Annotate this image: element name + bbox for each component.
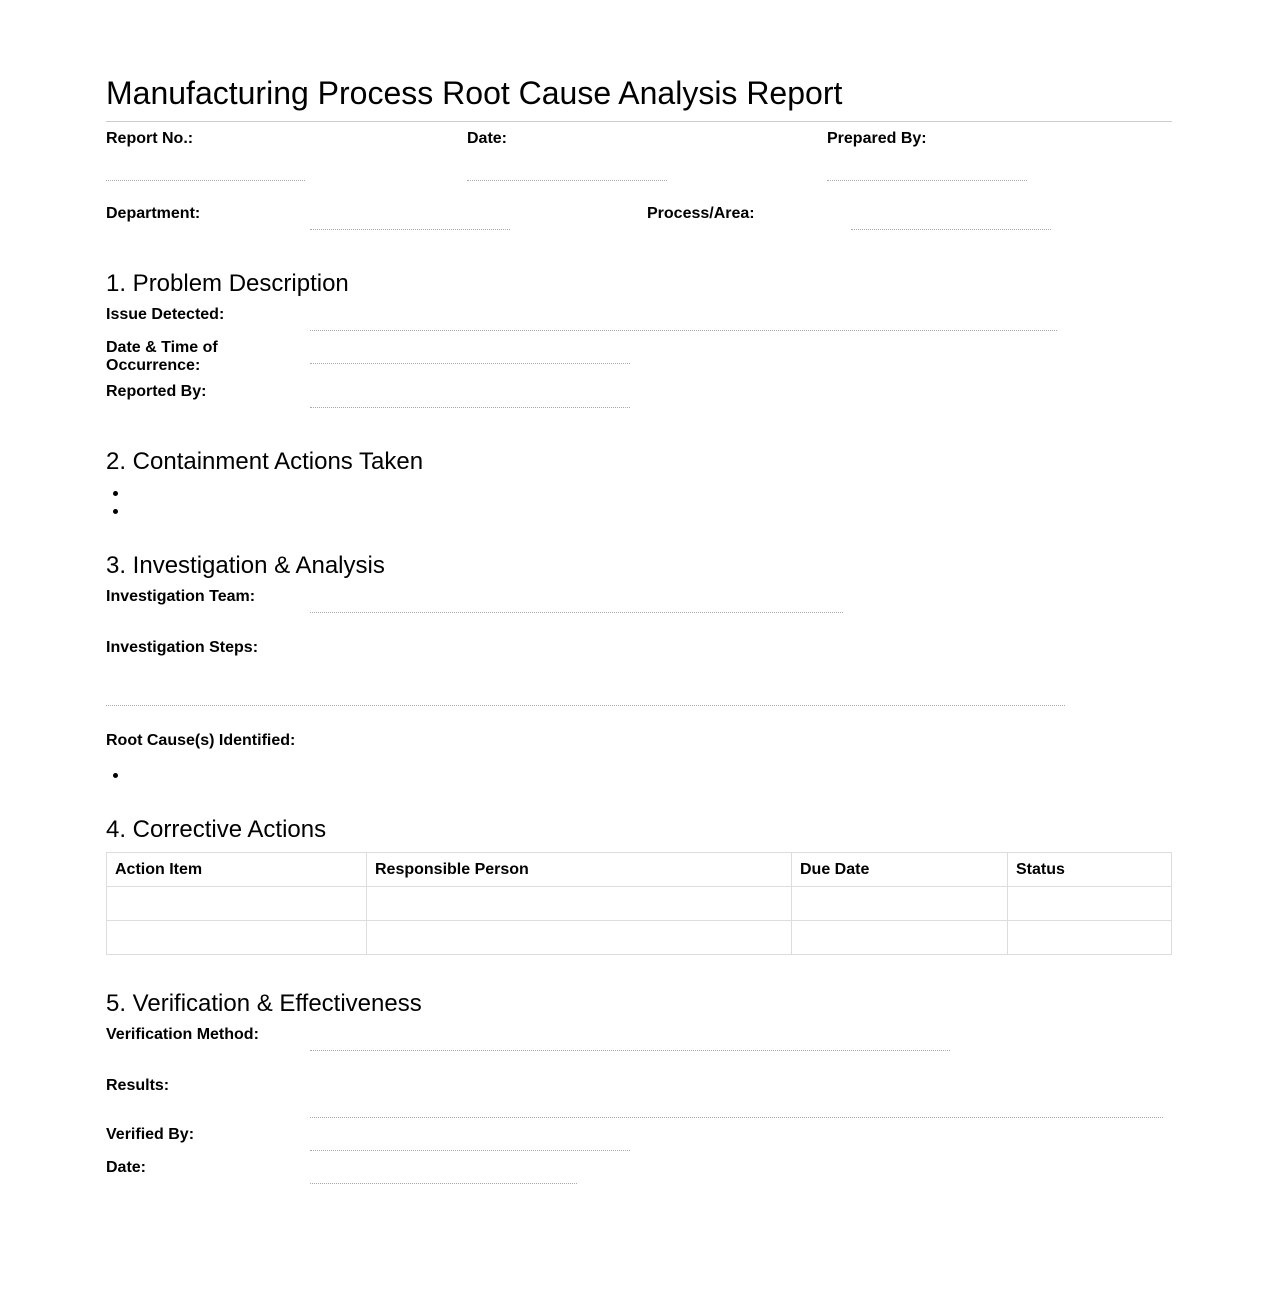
prepared-by-field[interactable] [827, 180, 1027, 181]
date-label: Date: [467, 130, 508, 147]
verified-by-field[interactable] [310, 1150, 630, 1151]
issue-detected-field[interactable] [310, 330, 1057, 331]
report-no-label: Report No.: [106, 130, 194, 147]
department-label: Department: [106, 205, 201, 222]
investigation-team-label: Investigation Team: [106, 588, 256, 605]
table-row [107, 921, 1172, 955]
root-cause-label: Root Cause(s) Identified: [106, 732, 296, 749]
col-due-date: Due Date [792, 853, 1008, 887]
table-cell[interactable] [367, 887, 792, 921]
investigation-steps-label: Investigation Steps: [106, 639, 259, 656]
table-cell[interactable] [107, 887, 367, 921]
issue-detected-label: Issue Detected: [106, 306, 225, 323]
reported-by-label: Reported By: [106, 383, 207, 400]
report-no-field[interactable] [106, 180, 305, 181]
table-cell[interactable] [792, 921, 1008, 955]
date-field[interactable] [467, 180, 667, 181]
table-cell[interactable] [1008, 921, 1172, 955]
results-field[interactable] [310, 1117, 1163, 1118]
section-4-heading: 4. Corrective Actions [106, 816, 327, 843]
verification-method-label: Verification Method: [106, 1026, 259, 1043]
prepared-by-label: Prepared By: [827, 130, 927, 147]
investigation-steps-field[interactable] [106, 705, 1065, 706]
table-row [107, 887, 1172, 921]
process-area-label: Process/Area: [647, 205, 755, 222]
verified-by-label: Verified By: [106, 1126, 195, 1143]
verification-date-field[interactable] [310, 1183, 577, 1184]
section-3-heading: 3. Investigation & Analysis [106, 552, 385, 579]
section-1-heading: 1. Problem Description [106, 270, 349, 297]
process-area-field[interactable] [851, 229, 1051, 230]
col-responsible-person: Responsible Person [367, 853, 792, 887]
table-cell[interactable] [1008, 887, 1172, 921]
occurrence-field[interactable] [310, 363, 630, 364]
table-header-row [107, 853, 1172, 887]
col-action-item: Action Item [107, 853, 367, 887]
table-cell[interactable] [107, 921, 367, 955]
page-title: Manufacturing Process Root Cause Analysis Report [106, 75, 843, 111]
reported-by-field[interactable] [310, 407, 630, 408]
verification-method-field[interactable] [310, 1050, 950, 1051]
results-label: Results: [106, 1077, 170, 1094]
title-divider [106, 121, 1172, 122]
table-cell[interactable] [367, 921, 792, 955]
department-field[interactable] [310, 229, 510, 230]
bullet-icon [113, 509, 118, 514]
section-2-heading: 2. Containment Actions Taken [106, 448, 424, 475]
corrective-actions-table [106, 852, 1172, 955]
bullet-icon [113, 773, 118, 778]
section-5-heading: 5. Verification & Effectiveness [106, 990, 422, 1017]
verification-date-label: Date: [106, 1159, 147, 1176]
investigation-team-field[interactable] [310, 612, 843, 613]
col-status: Status [1008, 853, 1172, 887]
occurrence-label-line1: Date & Time of [106, 339, 218, 356]
bullet-icon [113, 491, 118, 496]
occurrence-label-line2: Occurrence: [106, 357, 201, 374]
table-cell[interactable] [792, 887, 1008, 921]
